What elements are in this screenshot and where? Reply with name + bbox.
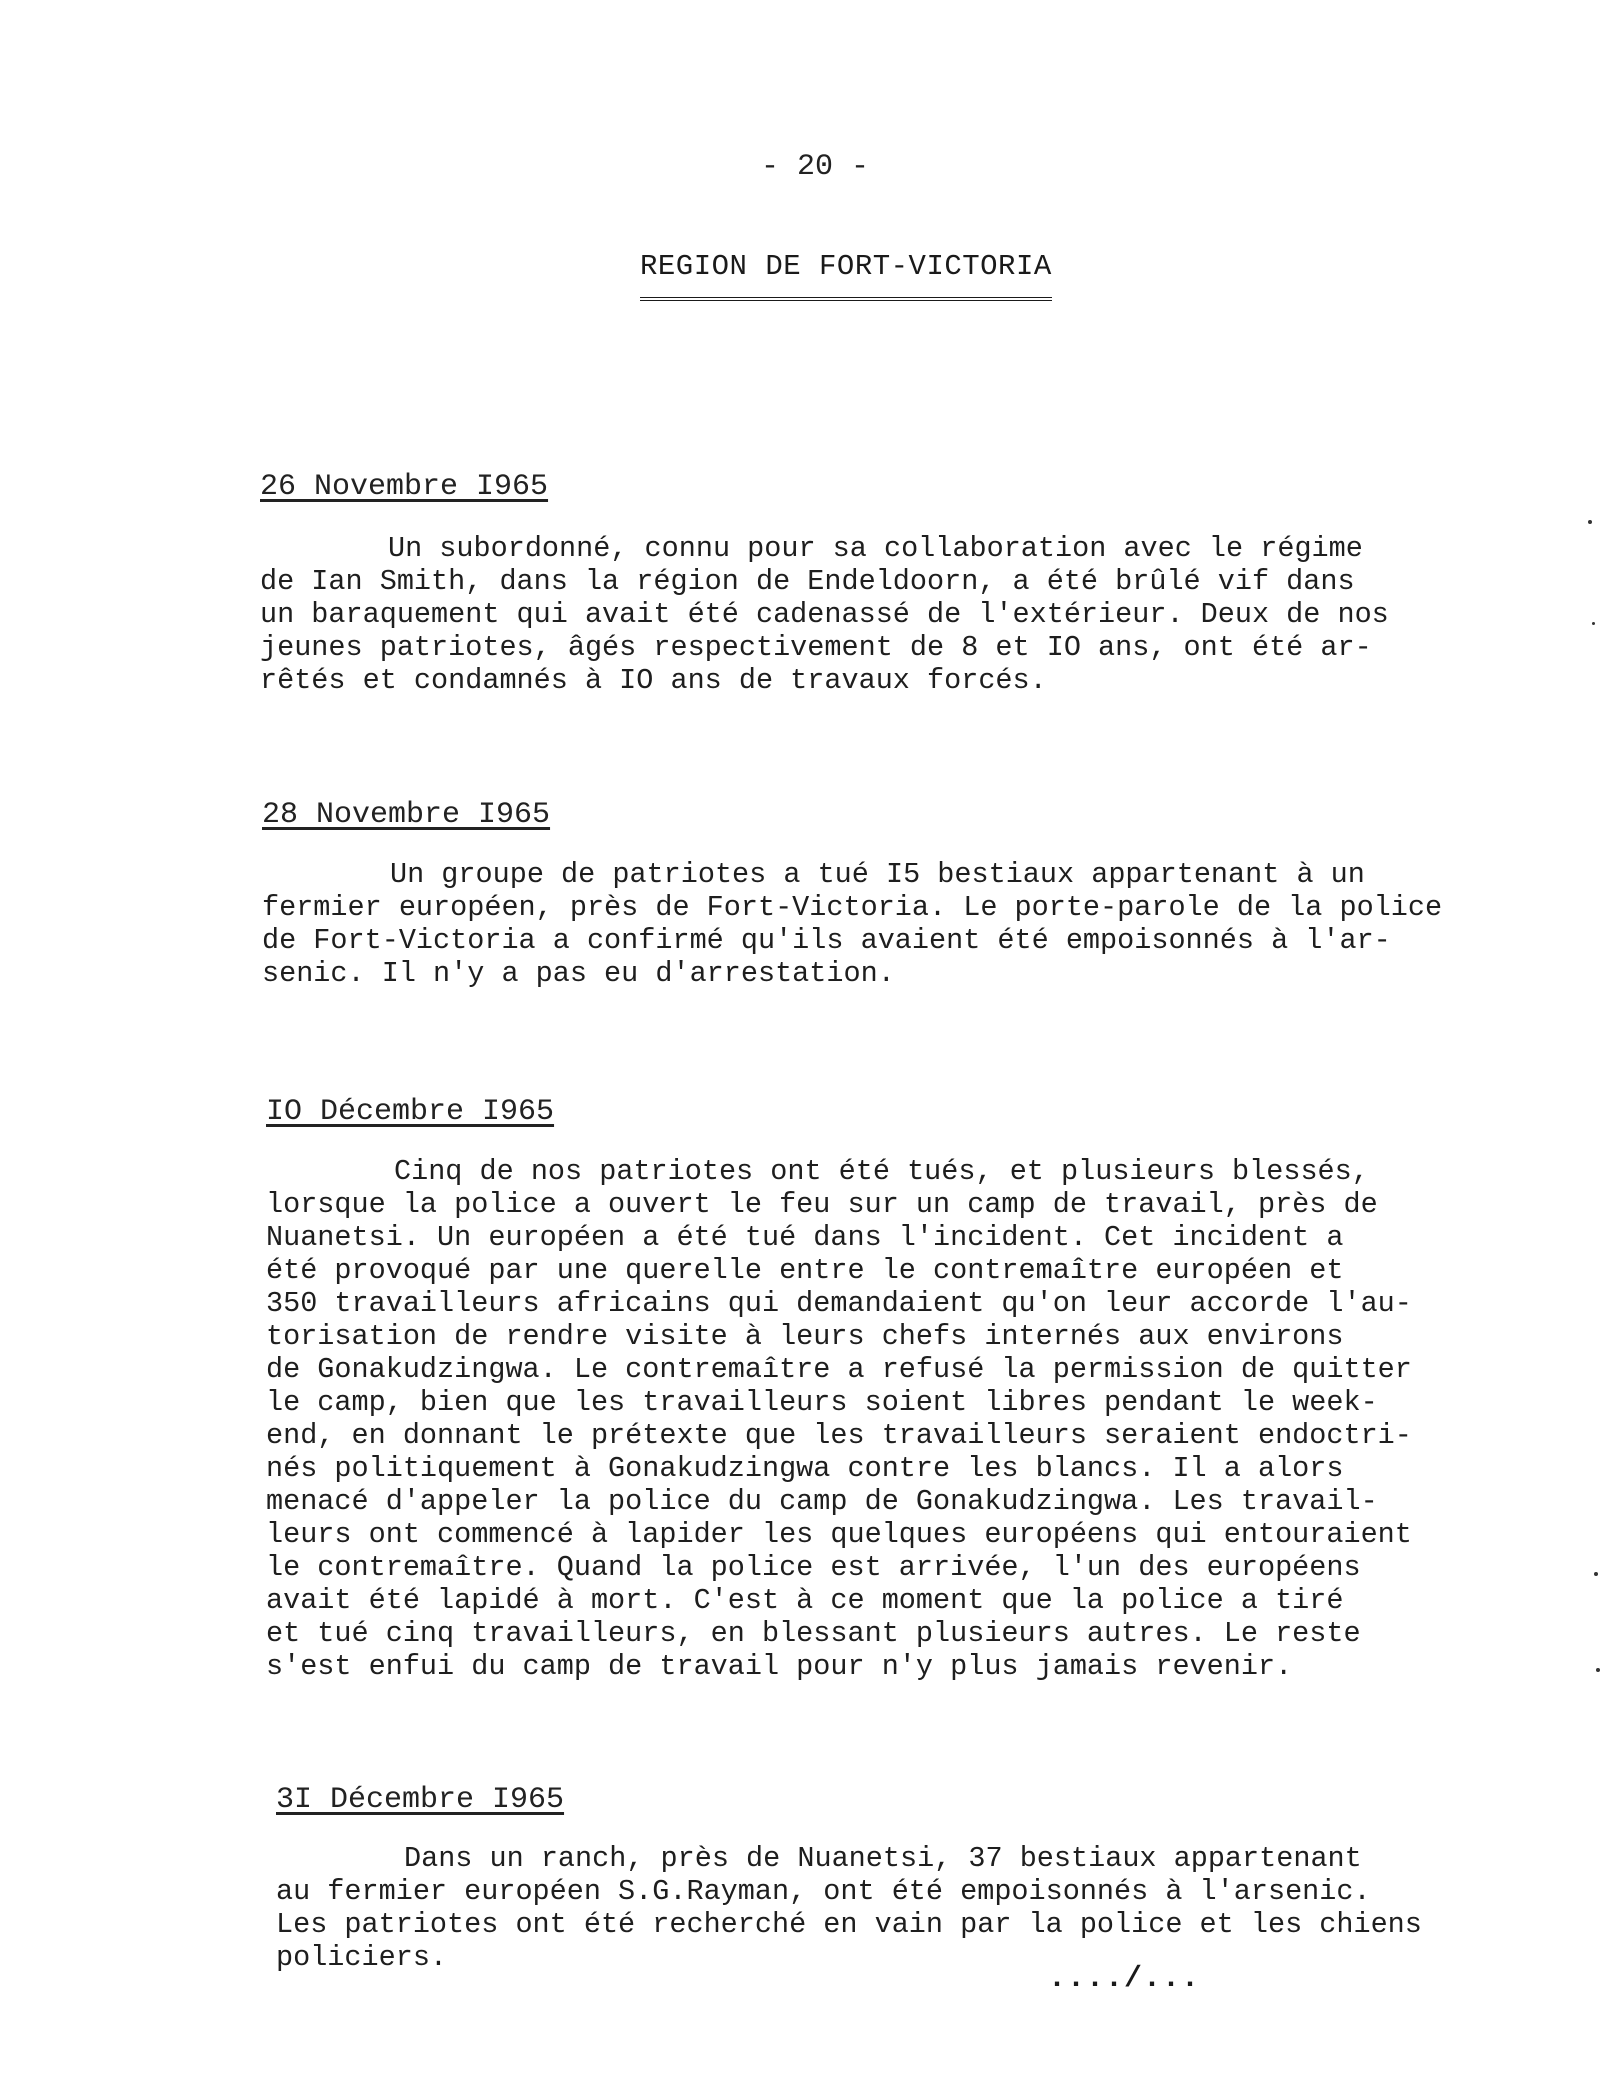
entry-body [266, 1155, 1536, 1683]
page-number: - 20 - [760, 150, 870, 184]
scan-speck [1592, 622, 1595, 625]
text-line: avait été lapidé à mort. C'est à ce moment que la police a tiré [266, 1584, 1344, 1617]
text-line: torisation de rendre visite à leurs chefs internés aux environs [266, 1320, 1344, 1353]
entry-body [262, 858, 1562, 990]
text-line: 350 travailleurs africains qui demandaient qu'on leur accorde l'au- [266, 1287, 1412, 1320]
entry-date: 28 Novembre I965 [262, 798, 551, 832]
text-line: jeunes patriotes, âgés respectivement de 8 et IO ans, ont été ar- [260, 631, 1372, 664]
text-line: au fermier européen S.G.Rayman, ont été empoisonnés à l'arsenic. [276, 1875, 1371, 1908]
text-line: s'est enfui du camp de travail pour n'y plus jamais revenir. [266, 1650, 1293, 1683]
text-line: le contremaître. Quand la police est arrivée, l'un des européens [266, 1551, 1361, 1584]
text-line: un baraquement qui avait été cadenassé de l'extérieur. Deux de nos [260, 598, 1389, 631]
text-line: fermier européen, près de Fort-Victoria. Le porte-parole de la police [262, 891, 1443, 924]
text-line: leurs ont commencé à lapider les quelques européens qui entouraient [266, 1518, 1412, 1551]
entry-body [260, 532, 1520, 697]
document-title: REGION DE FORT-VICTORIA [640, 250, 1052, 301]
scan-speck [1588, 520, 1592, 524]
text-line: rêtés et condamnés à IO ans de travaux forcés. [260, 664, 1047, 697]
scan-speck [1596, 1668, 1600, 1672]
scan-speck [1594, 1572, 1598, 1576]
text-line: de Ian Smith, dans la région de Endeldoorn, a été brûlé vif dans [260, 565, 1355, 598]
text-line: Les patriotes ont été recherché en vain par la police et les chiens [276, 1908, 1422, 1941]
text-line: nés politiquement à Gonakudzingwa contre les blancs. Il a alors [266, 1452, 1344, 1485]
text-line: end, en donnant le prétexte que les travailleurs seraient endoctri- [266, 1419, 1412, 1452]
text-line: menacé d'appeler la police du camp de Gonakudzingwa. Les travail- [266, 1485, 1378, 1518]
text-line: et tué cinq travailleurs, en blessant plusieurs autres. Le reste [266, 1617, 1361, 1650]
text-line: de Fort-Victoria a confirmé qu'ils avaient été empoisonnés à l'ar- [262, 924, 1391, 957]
text-line: Nuanetsi. Un européen a été tué dans l'incident. Cet incident a [266, 1221, 1344, 1254]
text-line: Dans un ranch, près de Nuanetsi, 37 bestiaux appartenant [404, 1842, 1362, 1875]
text-line: Un subordonné, connu pour sa collaboration avec le régime [388, 532, 1363, 565]
text-line: senic. Il n'y a pas eu d'arrestation. [262, 957, 895, 990]
text-line: Cinq de nos patriotes ont été tués, et plusieurs blessés, [394, 1155, 1369, 1188]
text-line: policiers. [276, 1941, 448, 1974]
text-line: Un groupe de patriotes a tué I5 bestiaux appartenant à un [390, 858, 1365, 891]
continuation-mark: ..../... [1048, 1962, 1201, 1996]
text-line: de Gonakudzingwa. Le contremaître a refusé la permission de quitter [266, 1353, 1412, 1386]
entry-body [276, 1842, 1536, 1974]
text-line: le camp, bien que les travailleurs soient libres pendant le week- [266, 1386, 1378, 1419]
text-line: été provoqué par une querelle entre le contremaître européen et [266, 1254, 1344, 1287]
entry-date: 3I Décembre I965 [276, 1783, 565, 1817]
entry-date: 26 Novembre I965 [260, 470, 549, 504]
entry-date: IO Décembre I965 [266, 1095, 555, 1129]
text-line: lorsque la police a ouvert le feu sur un camp de travail, près de [266, 1188, 1378, 1221]
